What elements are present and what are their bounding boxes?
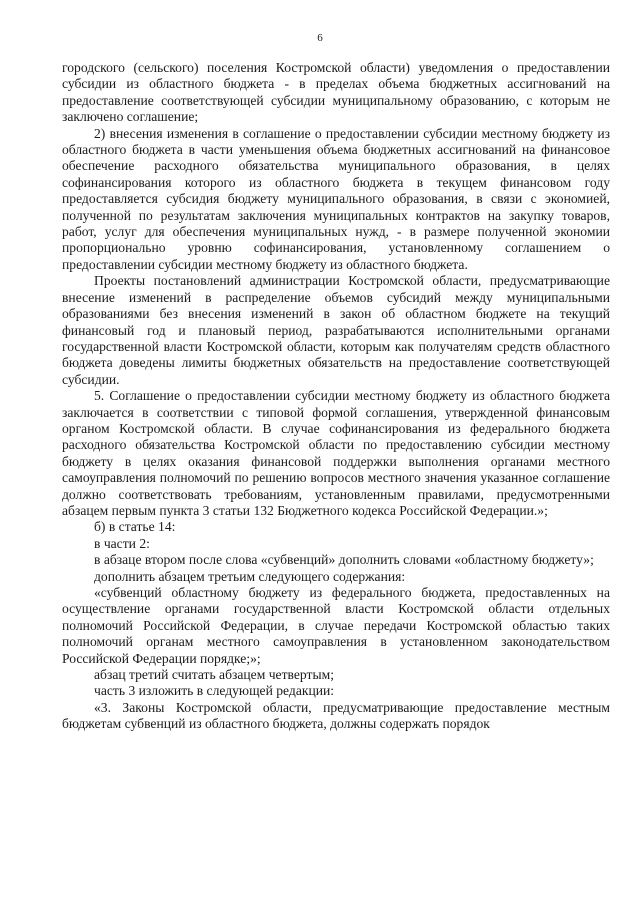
paragraph: «3. Законы Костромской области, предусматривающие предоставление местным бюджетам субвенций из областного бюджета, должны содержать порядок (62, 699, 610, 732)
paragraph: дополнить абзацем третьим следующего содержания: (94, 568, 406, 584)
page-number: 6 (317, 32, 323, 44)
paragraph: Проекты постановлений администрации Костромской области, предусматривающие внесение изменений в распределение объемов субсидий между муниципальными образованиями без внесения изменений в закон об областном бюджете на текущий финансовый год и плановый период, разрабатываются исполнительными органами государственной власти Костромской области, которым как получателям средств областного бюджета доведены лимиты бюджетных обязательств на предоставление соответствующей субсидии. (62, 273, 610, 387)
paragraph: «субвенций областному бюджету из федерального бюджета, предоставленных на осуществление органами государственной власти Костромской области отдельных полномочий Российской Федерации, в случае передачи Костромской областью таких полномочий органам местного самоуправления в установленном законодательством Российской Федерации порядке;»; (62, 585, 610, 666)
paragraph: часть 3 изложить в следующей редакции: (94, 683, 335, 699)
paragraph: 5. Соглашение о предоставлении субсидии местному бюджету из областного бюджета заключается в соответствии с типовой формой соглашения, утвержденной финансовым органом Костромской области. В случае софинансирования из федерального бюджета расходного обязательства Костромской области по предоставлению субсидии местному бюджету в целях оказания финансовой поддержки выполнения органами местного самоуправления полномочий по решению вопросов местного значения указанное соглашение должно соответствовать требованиям, установленным правилами, предусмотренными абзацем первым пункта 3 статьи 132 Бюджетного кодекса Российской Федерации.»; (62, 388, 610, 518)
paragraph: 2) внесения изменения в соглашение о предоставлении субсидии местному бюджету из областного бюджета в части уменьшения объема бюджетных ассигнований на финансовое обеспечение расходного обязательства муниципального образования, в целях софинансирования которого из областного бюджета в текущем финансовом году предоставляется субсидия бюджету муниципального образования, в связи с экономией, полученной по результатам заключения муниципальных контрактов на закупку товаров, работ, услуг для обеспечения муниципальных нужд, - в размере полученной экономии пропорционально уровню софинансирования, установленному соглашением о предоставлении субсидии местному бюджету из областного бюджета. (62, 125, 610, 272)
document-body (62, 60, 610, 733)
paragraph: городского (сельского) поселения Костромской области) уведомления о предоставлении субсидии из областного бюджета - в пределах объема бюджетных ассигнований на предоставление соответствующей субсидии муниципальному образованию, с которым не заключено соглашение; (62, 60, 610, 125)
paragraph: в абзаце втором после слова «субвенций» дополнить словами «областному бюджету»; (94, 552, 594, 568)
paragraph: б) в статье 14: (94, 519, 176, 535)
paragraph: абзац третий считать абзацем четвертым; (94, 667, 334, 683)
paragraph: в части 2: (94, 535, 150, 551)
